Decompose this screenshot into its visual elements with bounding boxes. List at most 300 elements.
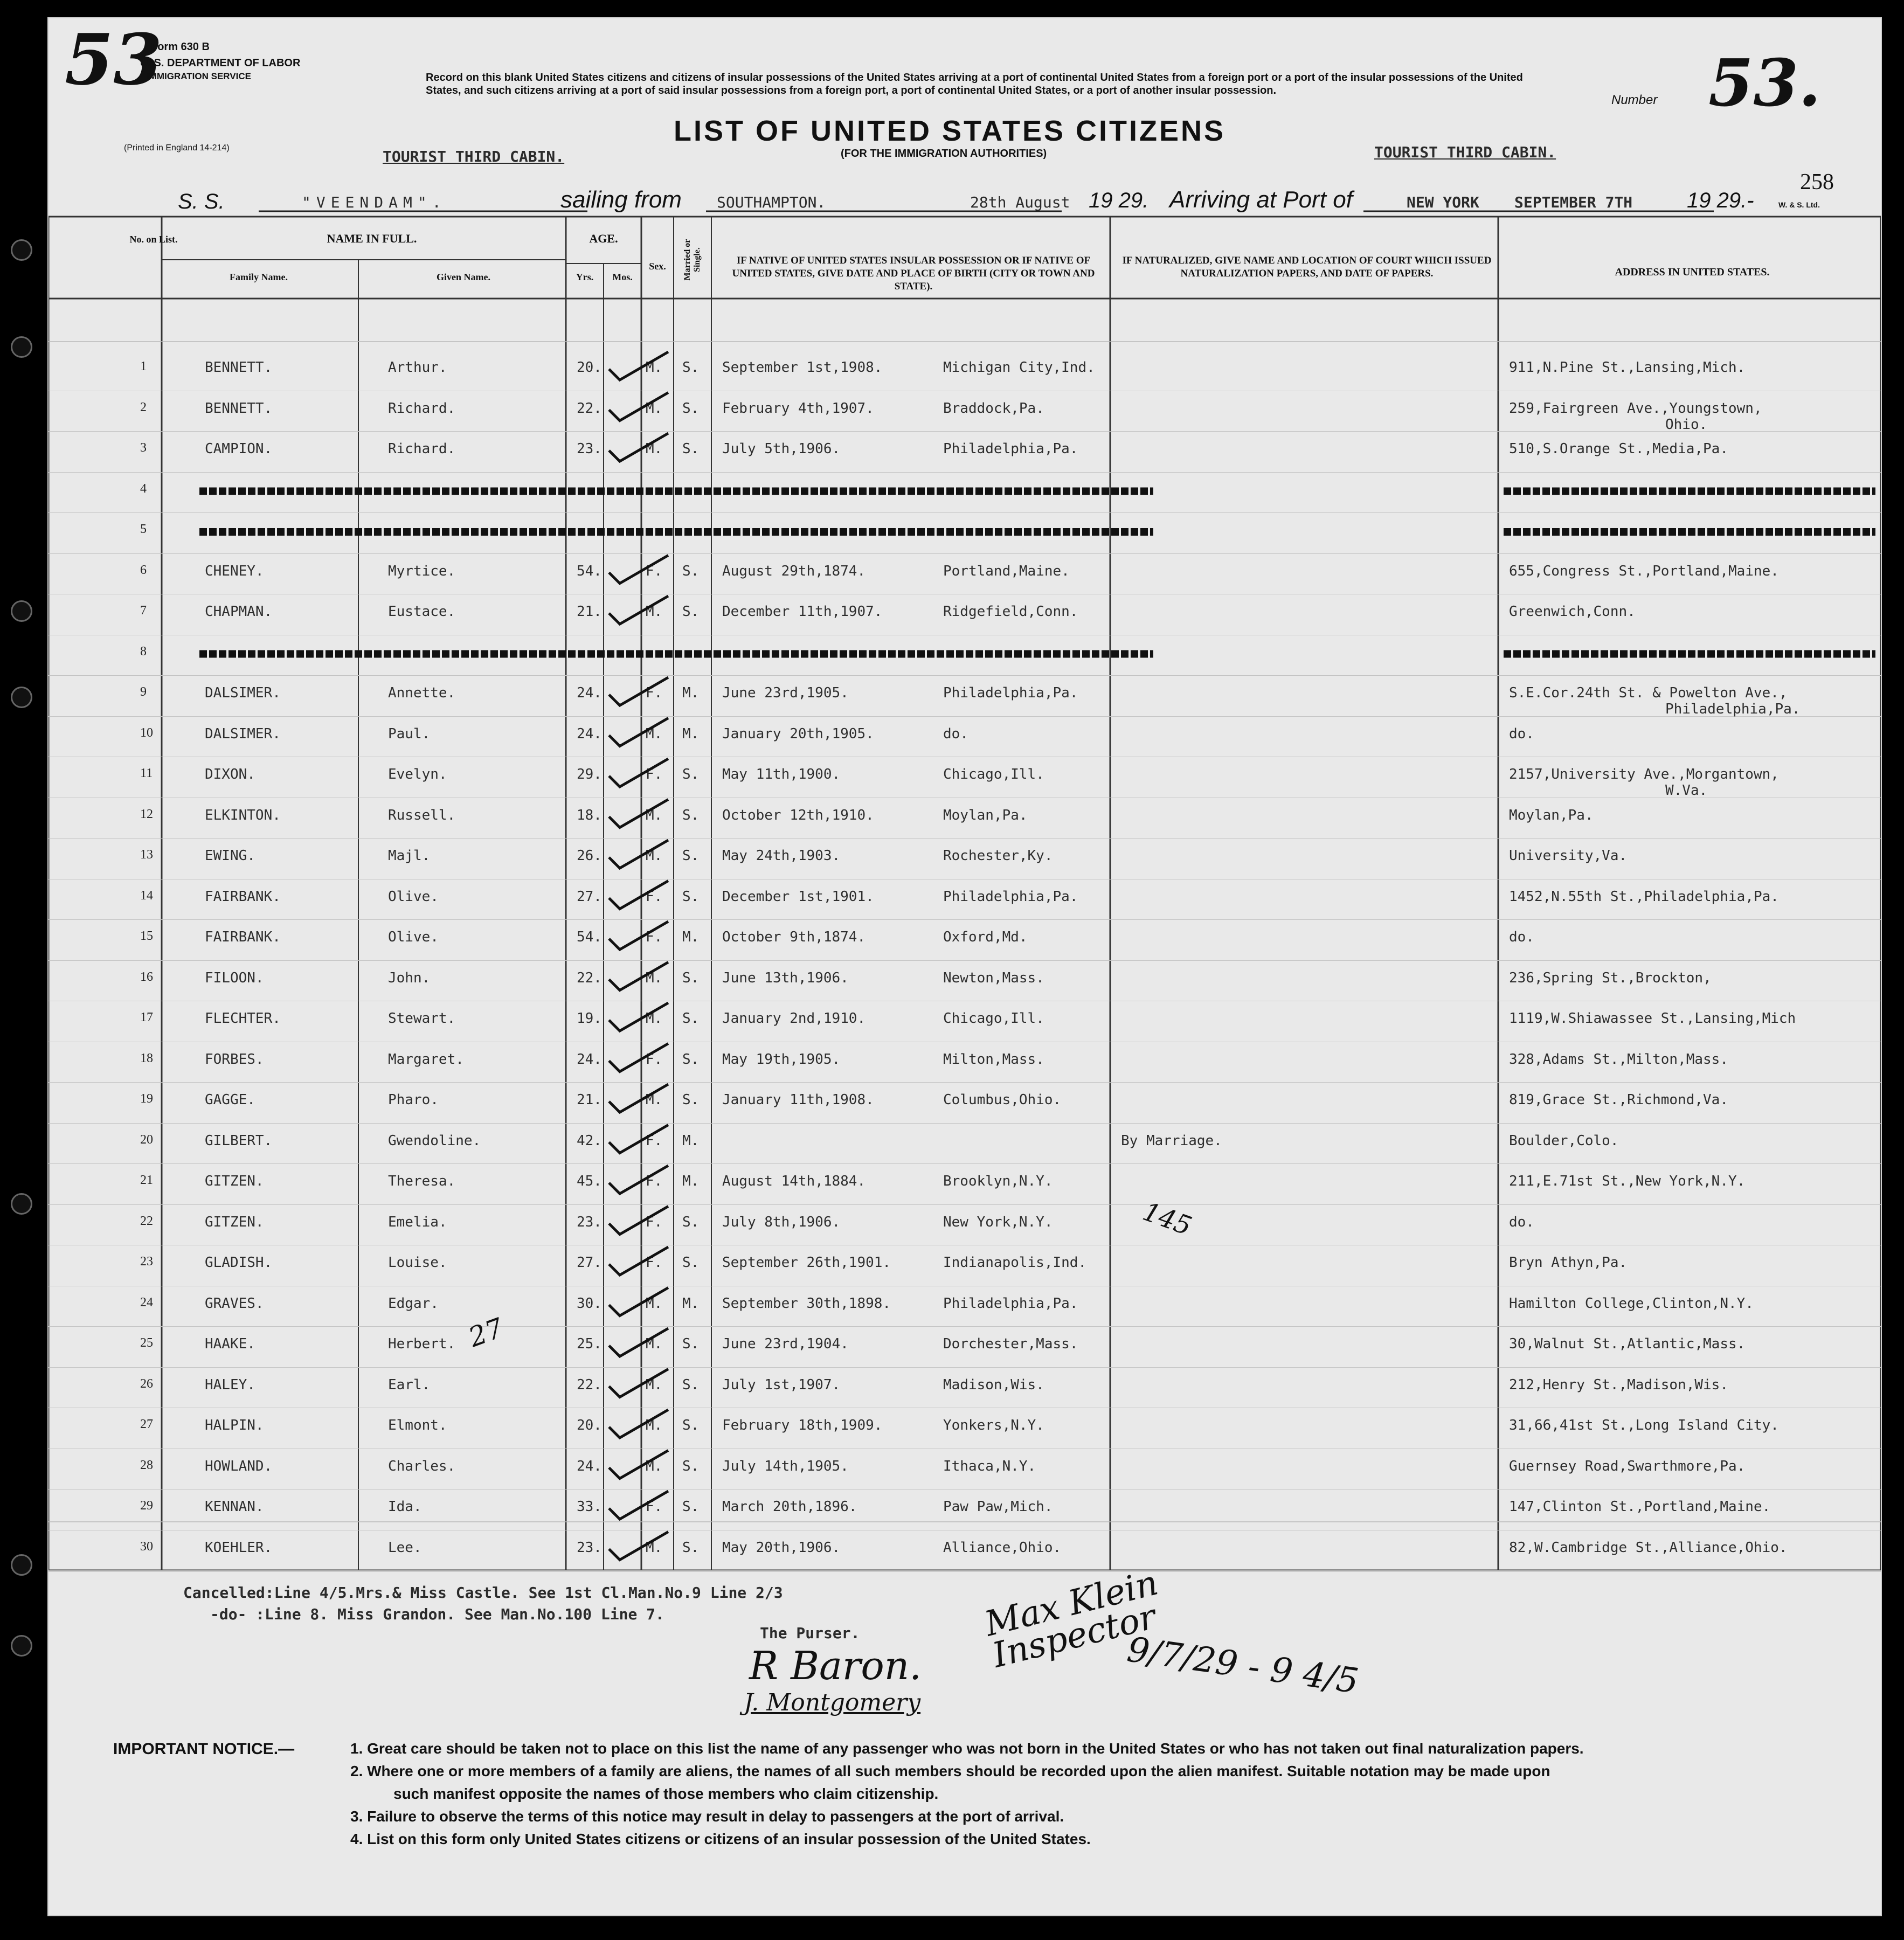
table-row [49, 635, 1881, 676]
port-from: SOUTHAMPTON. [717, 193, 826, 211]
col-naturalized: IF NATURALIZED, GIVE NAME AND LOCATION OF COURT WHICH ISSUED NATURALIZATION PAPERS, AND DATE OF PAPERS. [1122, 255, 1492, 279]
birth-place: Paw Paw,Mich. [943, 1499, 1053, 1515]
row-number: 9 [140, 685, 147, 699]
family-name: ELKINTON. [205, 807, 281, 823]
row-number: 15 [140, 929, 153, 943]
marital-status: M. [682, 1173, 700, 1189]
table-row [49, 1123, 1881, 1165]
punch-hole [11, 336, 32, 358]
given-name: Arthur. [388, 359, 447, 376]
table-row [49, 1367, 1881, 1409]
notice-label: IMPORTANT NOTICE.— [113, 1740, 295, 1758]
annotation-145: 145 [1139, 1196, 1196, 1242]
printed-note: (Printed in England 14-214) [124, 143, 230, 153]
notice-item: 1. Great care should be taken not to place on this list the name of any passenger who was not born in the United States or who has not taken out final naturalization papers. [350, 1740, 1584, 1757]
col-no: No. on List. [129, 234, 178, 245]
marital-status: S. [682, 1539, 700, 1556]
row-number: 28 [140, 1458, 153, 1472]
row-number: 6 [140, 563, 147, 577]
age-years: 23. [577, 441, 602, 457]
address: 211,E.71st St.,New York,N.Y. [1509, 1173, 1746, 1189]
given-name: Myrtice. [388, 563, 456, 579]
marital-status: S. [682, 1092, 700, 1108]
birth-place: Ithaca,N.Y. [943, 1458, 1036, 1474]
notice-item: such manifest opposite the names of those members who claim citizenship. [393, 1785, 939, 1802]
family-name: FILOON. [205, 969, 264, 986]
age-years: 29. [577, 766, 602, 782]
row-number: 13 [140, 848, 153, 862]
sex: F. [646, 1173, 663, 1189]
marital-status: M. [682, 1132, 700, 1149]
family-name: HALPIN. [205, 1417, 264, 1433]
row-number: 5 [140, 522, 147, 536]
age-years: 22. [577, 400, 602, 417]
family-name: FAIRBANK. [205, 929, 281, 945]
age-years: 27. [577, 1255, 602, 1271]
given-name: Elmont. [388, 1417, 447, 1433]
birth-place: Chicago,Ill. [943, 1010, 1044, 1027]
family-name: GRAVES. [205, 1295, 264, 1312]
age-years: 22. [577, 1376, 602, 1393]
table-row [49, 553, 1881, 595]
birth-place: Chicago,Ill. [943, 766, 1044, 782]
family-name: DALSIMER. [205, 685, 281, 701]
col-given: Given Name. [437, 272, 490, 282]
address: 236,Spring St.,Brockton, [1509, 969, 1712, 986]
table-row [49, 1286, 1881, 1327]
address-line-2: W.Va. [1665, 782, 1708, 799]
address: 31,66,41st St.,Long Island City. [1509, 1417, 1779, 1433]
address: Hamilton College,Clinton,N.Y. [1509, 1295, 1754, 1312]
given-name: Pharo. [388, 1092, 439, 1108]
address: 212,Henry St.,Madison,Wis. [1509, 1376, 1728, 1393]
table-row [49, 1449, 1881, 1490]
family-name: GITZEN. [205, 1173, 264, 1189]
age-years: 54. [577, 563, 602, 579]
age-years: 21. [577, 604, 602, 620]
table-row [49, 1163, 1881, 1205]
age-years: 19. [577, 1010, 602, 1027]
address: Guernsey Road,Swarthmore,Pa. [1509, 1458, 1746, 1474]
date-from: 28th August [970, 193, 1070, 211]
given-name: Annette. [388, 685, 456, 701]
marital-status: S. [682, 1417, 700, 1433]
address: 1452,N.55th St.,Philadelphia,Pa. [1509, 888, 1779, 905]
sex: M. [646, 1092, 663, 1108]
family-name: BENNETT. [205, 400, 273, 417]
date-to: SEPTEMBER 7TH [1514, 193, 1633, 211]
birth-place: Madison,Wis. [943, 1376, 1044, 1393]
page-title: LIST OF UNITED STATES CITIZENS [674, 115, 1226, 147]
address: 328,Adams St.,Milton,Mass. [1509, 1051, 1728, 1068]
col-address: ADDRESS IN UNITED STATES. [1615, 266, 1770, 278]
given-name: Charles. [388, 1458, 456, 1474]
age-years: 24. [577, 685, 602, 701]
col-married: Married or Single. [683, 239, 702, 281]
birth-date: January 2nd,1910. [722, 1010, 866, 1027]
birth-date: May 11th,1900. [722, 766, 841, 782]
age-years: 42. [577, 1132, 602, 1149]
marital-status: S. [682, 1051, 700, 1068]
birth-date: June 13th,1906. [722, 969, 849, 986]
table-row [49, 594, 1881, 635]
row-number: 22 [140, 1214, 153, 1228]
table-row [49, 1489, 1881, 1530]
marital-status: S. [682, 563, 700, 579]
col-age: AGE. [589, 232, 618, 245]
row-number: 17 [140, 1010, 153, 1024]
address: 147,Clinton St.,Portland,Maine. [1509, 1499, 1771, 1515]
given-name: Emelia. [388, 1214, 447, 1230]
sex: M. [646, 725, 663, 742]
family-name: FLECHTER. [205, 1010, 281, 1027]
address: 30,Walnut St.,Atlantic,Mass. [1509, 1336, 1746, 1352]
row-number: 27 [140, 1417, 153, 1431]
punch-hole [11, 600, 32, 622]
marital-status: S. [682, 969, 700, 986]
age-years: 27. [577, 888, 602, 905]
given-name: Earl. [388, 1376, 431, 1393]
birth-date: December 11th,1907. [722, 604, 883, 620]
given-name: Richard. [388, 400, 456, 417]
row-number: 12 [140, 807, 153, 821]
age-years: 24. [577, 1051, 602, 1068]
sex: F. [646, 1214, 663, 1230]
birth-place: Dorchester,Mass. [943, 1336, 1078, 1352]
address: 82,W.Cambridge St.,Alliance,Ohio. [1509, 1539, 1788, 1556]
given-name: Lee. [388, 1539, 422, 1556]
year-to: 19 29.- [1687, 189, 1754, 212]
family-name: DALSIMER. [205, 725, 281, 742]
row-number: 7 [140, 604, 147, 618]
birth-date: December 1st,1901. [722, 888, 874, 905]
sex: F. [646, 563, 663, 579]
marital-status: S. [682, 1336, 700, 1352]
birth-place: Indianapolis,Ind. [943, 1255, 1087, 1271]
record-note: Record on this blank United States citizens and citizens of insular possessions of the United States arriving at a port of continental United States from a foreign port or a port of the insular possessions of the United States, and such citizens arriving at a port of said insular possessions from a foreign port, a port of continental United States, or a port of another insular possession. [426, 72, 1523, 96]
port-to: NEW YORK [1407, 193, 1479, 211]
address: 2157,University Ave.,Morgantown, [1509, 766, 1779, 782]
age-years: 30. [577, 1295, 602, 1312]
manifest-sheet [47, 17, 1882, 1916]
sex: M. [646, 441, 663, 457]
given-name: Louise. [388, 1255, 447, 1271]
table-row [49, 879, 1881, 920]
marital-status: S. [682, 1499, 700, 1515]
birth-date: March 20th,1896. [722, 1499, 857, 1515]
sex: M. [646, 400, 663, 417]
annotation-27: 27 [464, 1312, 508, 1354]
naturalization: By Marriage. [1121, 1132, 1222, 1149]
birth-date: August 29th,1874. [722, 563, 866, 579]
page-subtitle: (FOR THE IMMIGRATION AUTHORITIES) [841, 148, 1047, 160]
form-number: Form 630 B [151, 41, 210, 53]
ss-label: S. S. [178, 190, 225, 213]
table-row [49, 472, 1881, 514]
birth-place: Moylan,Pa. [943, 807, 1028, 823]
age-years: 23. [577, 1214, 602, 1230]
family-name: KENNAN. [205, 1499, 264, 1515]
row-number: 2 [140, 400, 147, 414]
department: U. S. DEPARTMENT OF LABOR [140, 57, 301, 69]
table-row [49, 1408, 1881, 1449]
sex: F. [646, 929, 663, 945]
sex: M. [646, 1295, 663, 1312]
family-name: KOEHLER. [205, 1539, 273, 1556]
sex: F. [646, 766, 663, 782]
address: Moylan,Pa. [1509, 807, 1594, 823]
age-years: 23. [577, 1539, 602, 1556]
table-row [49, 960, 1881, 1002]
notice-item: 4. List on this form only United States citizens or citizens of an insular possession of the United States. [350, 1831, 1091, 1847]
row-number: 16 [140, 969, 153, 984]
col-birth: IF NATIVE OF UNITED STATES INSULAR POSSESSION OR IF NATIVE OF UNITED STATES, GIVE DATE AND PLACE OF BIRTH (CITY OR TOWN AND STATE). [732, 255, 1095, 292]
birth-date: July 1st,1907. [722, 1376, 841, 1393]
given-name: Edgar. [388, 1295, 439, 1312]
table-row [49, 1245, 1881, 1286]
age-years: 18. [577, 807, 602, 823]
row-number: 29 [140, 1499, 153, 1513]
table-row [49, 431, 1881, 473]
marital-status: S. [682, 1376, 700, 1393]
sex: M. [646, 1539, 663, 1556]
birth-place: Braddock,Pa. [943, 400, 1044, 417]
sex: M. [646, 604, 663, 620]
birth-date: September 1st,1908. [722, 359, 883, 376]
row-number: 25 [140, 1336, 153, 1350]
age-years: 45. [577, 1173, 602, 1189]
birth-place: do. [943, 725, 968, 742]
number-label: Number [1611, 93, 1658, 107]
age-years: 33. [577, 1499, 602, 1515]
marital-status: M. [682, 929, 700, 945]
given-name: Theresa. [388, 1173, 456, 1189]
row-number: 11 [140, 766, 153, 780]
inspection-date: 9/7/29 - 9 4/5 [1124, 1630, 1361, 1702]
birth-place: New York,N.Y. [943, 1214, 1053, 1230]
row-number: 24 [140, 1295, 153, 1310]
sex: M. [646, 1458, 663, 1474]
ship-name: "VEENDAM". [302, 193, 447, 211]
age-years: 25. [577, 1336, 602, 1352]
age-years: 26. [577, 848, 602, 864]
number-value: 53. [1708, 45, 1821, 121]
punch-hole [11, 1635, 32, 1657]
marital-status: S. [682, 807, 700, 823]
birth-place: Philadelphia,Pa. [943, 441, 1078, 457]
birth-place: Philadelphia,Pa. [943, 1295, 1078, 1312]
given-name: Olive. [388, 888, 439, 905]
address: Greenwich,Conn. [1509, 604, 1636, 620]
sex: M. [646, 848, 663, 864]
address: 655,Congress St.,Portland,Maine. [1509, 563, 1779, 579]
row-number: 10 [140, 725, 153, 740]
row-number: 30 [140, 1539, 153, 1554]
given-name: Russell. [388, 807, 456, 823]
birth-place: Rochester,Ky. [943, 848, 1053, 864]
row-number: 14 [140, 888, 153, 903]
sailing-label: sailing from [560, 186, 682, 213]
table-row [49, 1204, 1881, 1246]
birth-date: May 24th,1903. [722, 848, 841, 864]
given-name: Ida. [388, 1499, 422, 1515]
col-family: Family Name. [230, 272, 288, 282]
address: 819,Grace St.,Richmond,Va. [1509, 1092, 1728, 1108]
birth-date: January 11th,1908. [722, 1092, 874, 1108]
table-row [49, 391, 1881, 432]
cancel-note-2: -do- :Line 8. Miss Grandon. See Man.No.100 Line 7. [210, 1605, 664, 1623]
address: do. [1509, 725, 1534, 742]
table-row [49, 919, 1881, 961]
table-row [49, 757, 1881, 798]
birth-date: July 5th,1906. [722, 441, 841, 457]
birth-date: June 23rd,1904. [722, 1336, 849, 1352]
sex: F. [646, 1499, 663, 1515]
punch-hole [11, 1554, 32, 1576]
sex: M. [646, 969, 663, 986]
birth-date: September 26th,1901. [722, 1255, 891, 1271]
row-number: 20 [140, 1132, 153, 1147]
age-years: 54. [577, 929, 602, 945]
cancel-note-1: Cancelled:Line 4/5.Mrs.& Miss Castle. See 1st Cl.Man.No.9 Line 2/3 [183, 1584, 783, 1602]
birth-place: Oxford,Md. [943, 929, 1028, 945]
punch-hole [11, 1193, 32, 1215]
marital-status: M. [682, 685, 700, 701]
year-from: 19 29. [1089, 189, 1149, 212]
col-yrs: Yrs. [576, 272, 594, 282]
age-years: 21. [577, 1092, 602, 1108]
age-years: 20. [577, 359, 602, 376]
family-name: GLADISH. [205, 1255, 273, 1271]
row-number: 23 [140, 1255, 153, 1269]
age-years: 20. [577, 1417, 602, 1433]
col-name: NAME IN FULL. [327, 232, 417, 245]
family-name: HALEY. [205, 1376, 255, 1393]
age-years: 24. [577, 1458, 602, 1474]
given-name: John. [388, 969, 431, 986]
given-name: Evelyn. [388, 766, 447, 782]
age-years: 24. [577, 725, 602, 742]
row-number: 21 [140, 1173, 153, 1187]
given-name: Richard. [388, 441, 456, 457]
address-line-2: Philadelphia,Pa. [1665, 701, 1801, 717]
family-name: FORBES. [205, 1051, 264, 1068]
address-line-2: Ohio. [1665, 416, 1708, 433]
col-sex: Sex. [649, 261, 666, 272]
table-row [49, 350, 1881, 391]
birth-place: Michigan City,Ind. [943, 359, 1095, 376]
family-name: GILBERT. [205, 1132, 273, 1149]
given-name: Paul. [388, 725, 431, 742]
table-row [49, 838, 1881, 879]
punch-hole [11, 239, 32, 261]
birth-date: October 9th,1874. [722, 929, 866, 945]
family-name: DIXON. [205, 766, 255, 782]
family-name: CHENEY. [205, 563, 264, 579]
birth-place: Philadelphia,Pa. [943, 685, 1078, 701]
family-name: CAMPION. [205, 441, 273, 457]
birth-date: January 20th,1905. [722, 725, 874, 742]
address: S.E.Cor.24th St. & Powelton Ave., [1509, 685, 1788, 701]
table-row [49, 1042, 1881, 1083]
purser-signature: R Baron. [749, 1643, 922, 1688]
printer-mark: W. & S. Ltd. [1778, 200, 1820, 209]
marital-status: S. [682, 848, 700, 864]
marital-status: M. [682, 1295, 700, 1312]
family-name: CHAPMAN. [205, 604, 273, 620]
address: do. [1509, 1214, 1534, 1230]
marital-status: M. [682, 725, 700, 742]
birth-place: Brooklyn,N.Y. [943, 1173, 1053, 1189]
birth-place: Alliance,Ohio. [943, 1539, 1062, 1556]
row-number: 18 [140, 1051, 153, 1065]
birth-place: Newton,Mass. [943, 969, 1044, 986]
birth-place: Columbus,Ohio. [943, 1092, 1062, 1108]
birth-place: Milton,Mass. [943, 1051, 1044, 1068]
given-name: Majl. [388, 848, 431, 864]
sex: F. [646, 1255, 663, 1271]
sex: M. [646, 1336, 663, 1352]
family-name: EWING. [205, 848, 255, 864]
sex: M. [646, 359, 663, 376]
family-name: FAIRBANK. [205, 888, 281, 905]
birth-place: Philadelphia,Pa. [943, 888, 1078, 905]
arriving-label: Arriving at Port of [1169, 186, 1353, 213]
page-number-left: 53 [65, 18, 162, 101]
table-row [49, 1082, 1881, 1124]
birth-date: February 18th,1909. [722, 1417, 883, 1433]
punch-hole [11, 687, 32, 708]
address: 510,S.Orange St.,Media,Pa. [1509, 441, 1728, 457]
marital-status: S. [682, 441, 700, 457]
birth-date: July 8th,1906. [722, 1214, 841, 1230]
sex: M. [646, 1376, 663, 1393]
sex: F. [646, 888, 663, 905]
marital-status: S. [682, 1458, 700, 1474]
address: do. [1509, 929, 1534, 945]
sex: F. [646, 1051, 663, 1068]
birth-date: May 19th,1905. [722, 1051, 841, 1068]
address: 1119,W.Shiawassee St.,Lansing,Mich [1509, 1010, 1796, 1027]
marital-status: S. [682, 400, 700, 417]
marital-status: S. [682, 359, 700, 376]
cabin-left: TOURIST THIRD CABIN. [383, 148, 565, 165]
given-name: Gwendoline. [388, 1132, 481, 1149]
marital-status: S. [682, 1255, 700, 1271]
given-name: Eustace. [388, 604, 456, 620]
table-row [49, 716, 1881, 758]
table-row [49, 1001, 1881, 1042]
table-row [49, 798, 1881, 839]
row-number: 8 [140, 644, 147, 659]
address: 911,N.Pine St.,Lansing,Mich. [1509, 359, 1746, 376]
marital-status: S. [682, 1010, 700, 1027]
birth-date: July 14th,1905. [722, 1458, 849, 1474]
marital-status: S. [682, 888, 700, 905]
birth-date: May 20th,1906. [722, 1539, 841, 1556]
address: University,Va. [1509, 848, 1628, 864]
birth-place: Yonkers,N.Y. [943, 1417, 1044, 1433]
sex: M. [646, 1417, 663, 1433]
family-name: HAAKE. [205, 1336, 255, 1352]
given-name: Olive. [388, 929, 439, 945]
purser-label: The Purser. [760, 1624, 860, 1642]
birth-date: February 4th,1907. [722, 400, 874, 417]
sex: M. [646, 807, 663, 823]
notice-item: 3. Failure to observe the terms of this notice may result in delay to passengers at the port of arrival. [350, 1808, 1064, 1825]
row-number: 3 [140, 441, 147, 455]
given-name: Margaret. [388, 1051, 464, 1068]
